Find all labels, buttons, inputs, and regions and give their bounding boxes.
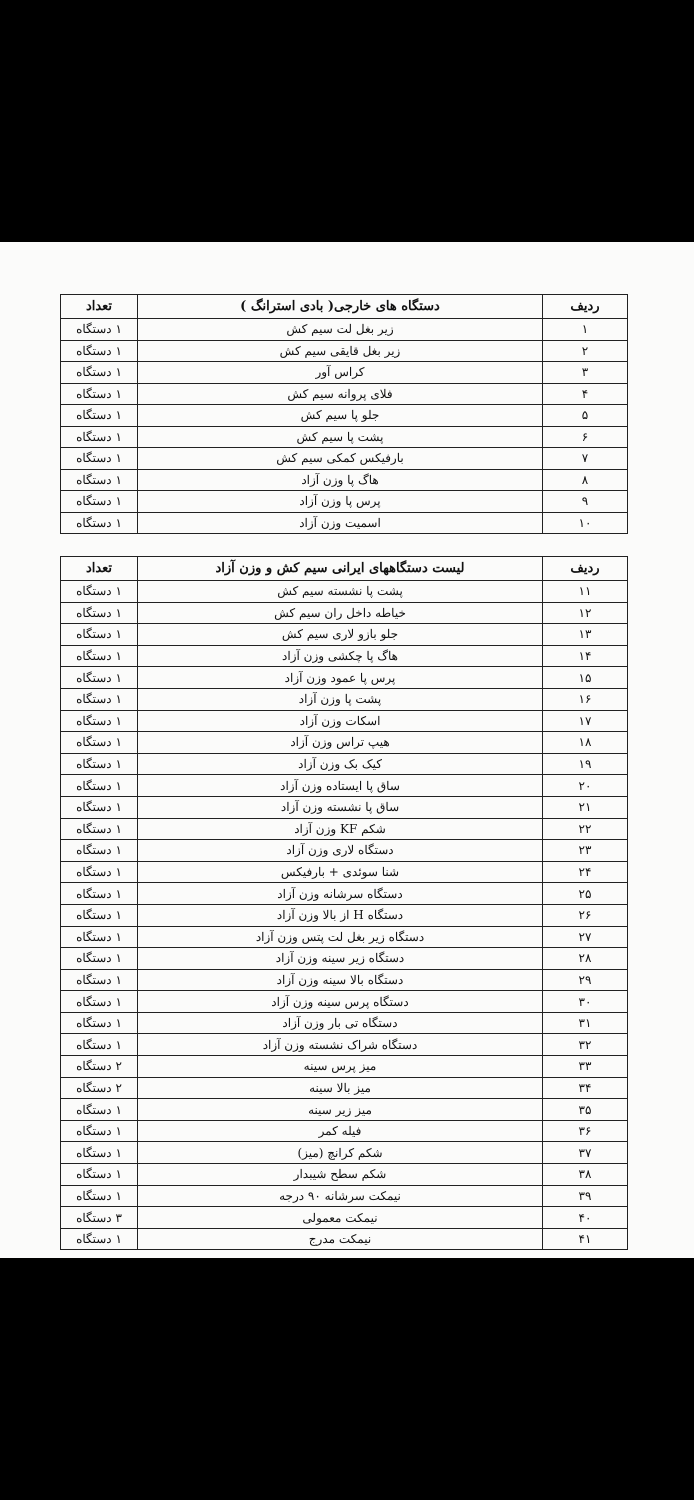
equipment-qty: ۱ دستگاه bbox=[61, 710, 138, 732]
row-index: ۳۳ bbox=[543, 1056, 628, 1078]
equipment-qty: ۱ دستگاه bbox=[61, 624, 138, 646]
row-index: ۳۵ bbox=[543, 1099, 628, 1121]
row-index: ۲۲ bbox=[543, 818, 628, 840]
equipment-qty: ۱ دستگاه bbox=[61, 1012, 138, 1034]
equipment-qty: ۱ دستگاه bbox=[61, 469, 138, 491]
table-row bbox=[61, 667, 628, 689]
table-row bbox=[61, 991, 628, 1013]
equipment-qty: ۲ دستگاه bbox=[61, 1077, 138, 1099]
equipment-qty: ۱ دستگاه bbox=[61, 1142, 138, 1164]
equipment-qty: ۱ دستگاه bbox=[61, 948, 138, 970]
equipment-qty: ۱ دستگاه bbox=[61, 861, 138, 883]
table-row bbox=[61, 796, 628, 818]
equipment-name: هاگ پا چکشی وزن آزاد bbox=[138, 645, 543, 667]
equipment-qty: ۱ دستگاه bbox=[61, 1120, 138, 1142]
equipment-qty: ۱ دستگاه bbox=[61, 969, 138, 991]
row-index: ۳۹ bbox=[543, 1185, 628, 1207]
equipment-qty: ۱ دستگاه bbox=[61, 904, 138, 926]
equipment-name: جلو پا سیم کش bbox=[138, 405, 543, 427]
equipment-qty: ۳ دستگاه bbox=[61, 1207, 138, 1229]
row-index: ۳ bbox=[543, 362, 628, 384]
equipment-name: خیاطه داخل ران سیم کش bbox=[138, 602, 543, 624]
row-index: ۱۲ bbox=[543, 602, 628, 624]
equipment-name: نیمکت معمولی bbox=[138, 1207, 543, 1229]
equipment-qty: ۱ دستگاه bbox=[61, 688, 138, 710]
equipment-name: هاگ پا وزن آزاد bbox=[138, 469, 543, 491]
row-index: ۱۵ bbox=[543, 667, 628, 689]
equipment-qty: ۱ دستگاه bbox=[61, 512, 138, 534]
row-index: ۲۷ bbox=[543, 926, 628, 948]
table-row bbox=[61, 1164, 628, 1186]
equipment-name: اسمیت وزن آزاد bbox=[138, 512, 543, 534]
equipment-name: دستگاه بالا سینه وزن آزاد bbox=[138, 969, 543, 991]
row-index: ۶ bbox=[543, 426, 628, 448]
equipment-name: شکم کرانچ (میز) bbox=[138, 1142, 543, 1164]
table-row bbox=[61, 1034, 628, 1056]
equipment-qty: ۱ دستگاه bbox=[61, 340, 138, 362]
row-index: ۲۴ bbox=[543, 861, 628, 883]
equipment-qty: ۱ دستگاه bbox=[61, 667, 138, 689]
table-header-row bbox=[61, 295, 628, 319]
equipment-qty: ۱ دستگاه bbox=[61, 732, 138, 754]
equipment-name: دستگاه سرشانه وزن آزاد bbox=[138, 883, 543, 905]
equipment-qty: ۱ دستگاه bbox=[61, 818, 138, 840]
bottom-black-bar bbox=[0, 1258, 694, 1500]
table-row bbox=[61, 645, 628, 667]
table-row bbox=[61, 383, 628, 405]
equipment-qty: ۱ دستگاه bbox=[61, 753, 138, 775]
table-row bbox=[61, 426, 628, 448]
table-row bbox=[61, 340, 628, 362]
row-index: ۱۷ bbox=[543, 710, 628, 732]
row-index: ۲۹ bbox=[543, 969, 628, 991]
equipment-qty: ۱ دستگاه bbox=[61, 602, 138, 624]
row-index: ۲۳ bbox=[543, 840, 628, 862]
equipment-qty: ۱ دستگاه bbox=[61, 426, 138, 448]
equipment-name: ساق پا نشسته وزن آزاد bbox=[138, 796, 543, 818]
table-row bbox=[61, 1012, 628, 1034]
equipment-qty: ۱ دستگاه bbox=[61, 405, 138, 427]
row-index: ۵ bbox=[543, 405, 628, 427]
equipment-qty: ۱ دستگاه bbox=[61, 840, 138, 862]
equipment-qty: ۱ دستگاه bbox=[61, 1034, 138, 1056]
table-row bbox=[61, 1228, 628, 1250]
equipment-qty: ۱ دستگاه bbox=[61, 796, 138, 818]
foreign-equipment-table bbox=[60, 294, 628, 534]
table-row bbox=[61, 710, 628, 732]
equipment-qty: ۱ دستگاه bbox=[61, 1185, 138, 1207]
equipment-name: شکم KF وزن آزاد bbox=[138, 818, 543, 840]
equipment-name: میز زیر سینه bbox=[138, 1099, 543, 1121]
table-row bbox=[61, 448, 628, 470]
table-row bbox=[61, 491, 628, 513]
equipment-name: پشت پا نشسته سیم کش bbox=[138, 581, 543, 603]
equipment-name: نیمکت مدرج bbox=[138, 1228, 543, 1250]
equipment-name: فلای پروانه سیم کش bbox=[138, 383, 543, 405]
equipment-name: شکم سطح شیبدار bbox=[138, 1164, 543, 1186]
table-row bbox=[61, 1207, 628, 1229]
row-index: ۱۰ bbox=[543, 512, 628, 534]
table-row bbox=[61, 969, 628, 991]
table-row bbox=[61, 1099, 628, 1121]
table-header-row bbox=[61, 557, 628, 581]
equipment-name: کیک بک وزن آزاد bbox=[138, 753, 543, 775]
row-index: ۸ bbox=[543, 469, 628, 491]
table-row bbox=[61, 624, 628, 646]
equipment-qty: ۱ دستگاه bbox=[61, 448, 138, 470]
header-qty: تعداد bbox=[61, 295, 138, 319]
row-index: ۲ bbox=[543, 340, 628, 362]
equipment-name: نیمکت سرشانه ۹۰ درجه bbox=[138, 1185, 543, 1207]
equipment-name: اسکات وزن آزاد bbox=[138, 710, 543, 732]
table-row bbox=[61, 861, 628, 883]
equipment-qty: ۱ دستگاه bbox=[61, 645, 138, 667]
table-row bbox=[61, 688, 628, 710]
table-row bbox=[61, 319, 628, 341]
row-index: ۱۳ bbox=[543, 624, 628, 646]
equipment-qty: ۱ دستگاه bbox=[61, 883, 138, 905]
equipment-name: پشت پا وزن آزاد bbox=[138, 688, 543, 710]
equipment-qty: ۱ دستگاه bbox=[61, 926, 138, 948]
row-index: ۱۴ bbox=[543, 645, 628, 667]
equipment-name: میز پرس سینه bbox=[138, 1056, 543, 1078]
table-row bbox=[61, 1120, 628, 1142]
table-row bbox=[61, 948, 628, 970]
row-index: ۱۸ bbox=[543, 732, 628, 754]
equipment-qty: ۲ دستگاه bbox=[61, 1056, 138, 1078]
row-index: ۴۱ bbox=[543, 1228, 628, 1250]
table-row bbox=[61, 926, 628, 948]
equipment-name: دستگاه تی بار وزن آزاد bbox=[138, 1012, 543, 1034]
row-index: ۱۶ bbox=[543, 688, 628, 710]
table-row bbox=[61, 469, 628, 491]
row-index: ۱۹ bbox=[543, 753, 628, 775]
equipment-name: هیپ تراس وزن آزاد bbox=[138, 732, 543, 754]
equipment-qty: ۱ دستگاه bbox=[61, 1164, 138, 1186]
row-index: ۹ bbox=[543, 491, 628, 513]
table-row bbox=[61, 840, 628, 862]
equipment-name: بارفیکس کمکی سیم کش bbox=[138, 448, 543, 470]
row-index: ۳۱ bbox=[543, 1012, 628, 1034]
equipment-qty: ۱ دستگاه bbox=[61, 581, 138, 603]
header-name: لیست دستگاههای ایرانی سیم کش و وزن آزاد bbox=[138, 557, 543, 581]
equipment-name: زیر بغل لت سیم کش bbox=[138, 319, 543, 341]
equipment-qty: ۱ دستگاه bbox=[61, 383, 138, 405]
equipment-name: دستگاه زیر سینه وزن آزاد bbox=[138, 948, 543, 970]
table-row bbox=[61, 753, 628, 775]
equipment-name: دستگاه پرس سینه وزن آزاد bbox=[138, 991, 543, 1013]
table-row bbox=[61, 1185, 628, 1207]
row-index: ۳۷ bbox=[543, 1142, 628, 1164]
row-index: ۴ bbox=[543, 383, 628, 405]
top-black-bar bbox=[0, 0, 694, 242]
table-row bbox=[61, 732, 628, 754]
iranian-equipment-table bbox=[60, 556, 628, 1250]
header-index: ردیف bbox=[543, 295, 628, 319]
row-index: ۲۶ bbox=[543, 904, 628, 926]
row-index: ۳۲ bbox=[543, 1034, 628, 1056]
row-index: ۲۵ bbox=[543, 883, 628, 905]
table-row bbox=[61, 362, 628, 384]
table-row bbox=[61, 1142, 628, 1164]
equipment-name: پرس پا عمود وزن آزاد bbox=[138, 667, 543, 689]
header-name: دستگاه های خارجی( بادی استرانگ ) bbox=[138, 295, 543, 319]
equipment-name: میز بالا سینه bbox=[138, 1077, 543, 1099]
equipment-name: کراس آور bbox=[138, 362, 543, 384]
row-index: ۳۸ bbox=[543, 1164, 628, 1186]
table-row bbox=[61, 818, 628, 840]
row-index: ۷ bbox=[543, 448, 628, 470]
equipment-qty: ۱ دستگاه bbox=[61, 775, 138, 797]
row-index: ۲۸ bbox=[543, 948, 628, 970]
row-index: ۲۱ bbox=[543, 796, 628, 818]
equipment-name: شنا سوئدی + بارفیکس bbox=[138, 861, 543, 883]
table-row bbox=[61, 405, 628, 427]
table-row bbox=[61, 1056, 628, 1078]
row-index: ۳۴ bbox=[543, 1077, 628, 1099]
equipment-name: زیر بغل قایقی سیم کش bbox=[138, 340, 543, 362]
row-index: ۲۰ bbox=[543, 775, 628, 797]
table-row bbox=[61, 602, 628, 624]
row-index: ۳۶ bbox=[543, 1120, 628, 1142]
equipment-name: دستگاه شراک نشسته وزن آزاد bbox=[138, 1034, 543, 1056]
table-row bbox=[61, 883, 628, 905]
equipment-qty: ۱ دستگاه bbox=[61, 1099, 138, 1121]
header-qty: تعداد bbox=[61, 557, 138, 581]
equipment-name: دستگاه لاری وزن آزاد bbox=[138, 840, 543, 862]
table-row bbox=[61, 904, 628, 926]
row-index: ۴۰ bbox=[543, 1207, 628, 1229]
equipment-name: پشت پا سیم کش bbox=[138, 426, 543, 448]
equipment-name: پرس پا وزن آزاد bbox=[138, 491, 543, 513]
equipment-qty: ۱ دستگاه bbox=[61, 362, 138, 384]
row-index: ۳۰ bbox=[543, 991, 628, 1013]
equipment-name: ساق پا ایستاده وزن آزاد bbox=[138, 775, 543, 797]
equipment-name: فیله کمر bbox=[138, 1120, 543, 1142]
equipment-qty: ۱ دستگاه bbox=[61, 991, 138, 1013]
equipment-name: دستگاه H از بالا وزن آزاد bbox=[138, 904, 543, 926]
equipment-name: دستگاه زیر بغل لت پتس وزن آزاد bbox=[138, 926, 543, 948]
equipment-qty: ۱ دستگاه bbox=[61, 319, 138, 341]
equipment-name: جلو بازو لاری سیم کش bbox=[138, 624, 543, 646]
header-index: ردیف bbox=[543, 557, 628, 581]
table-row bbox=[61, 775, 628, 797]
equipment-qty: ۱ دستگاه bbox=[61, 491, 138, 513]
row-index: ۱۱ bbox=[543, 581, 628, 603]
row-index: ۱ bbox=[543, 319, 628, 341]
equipment-qty: ۱ دستگاه bbox=[61, 1228, 138, 1250]
table-row bbox=[61, 581, 628, 603]
table-row bbox=[61, 512, 628, 534]
table-row bbox=[61, 1077, 628, 1099]
